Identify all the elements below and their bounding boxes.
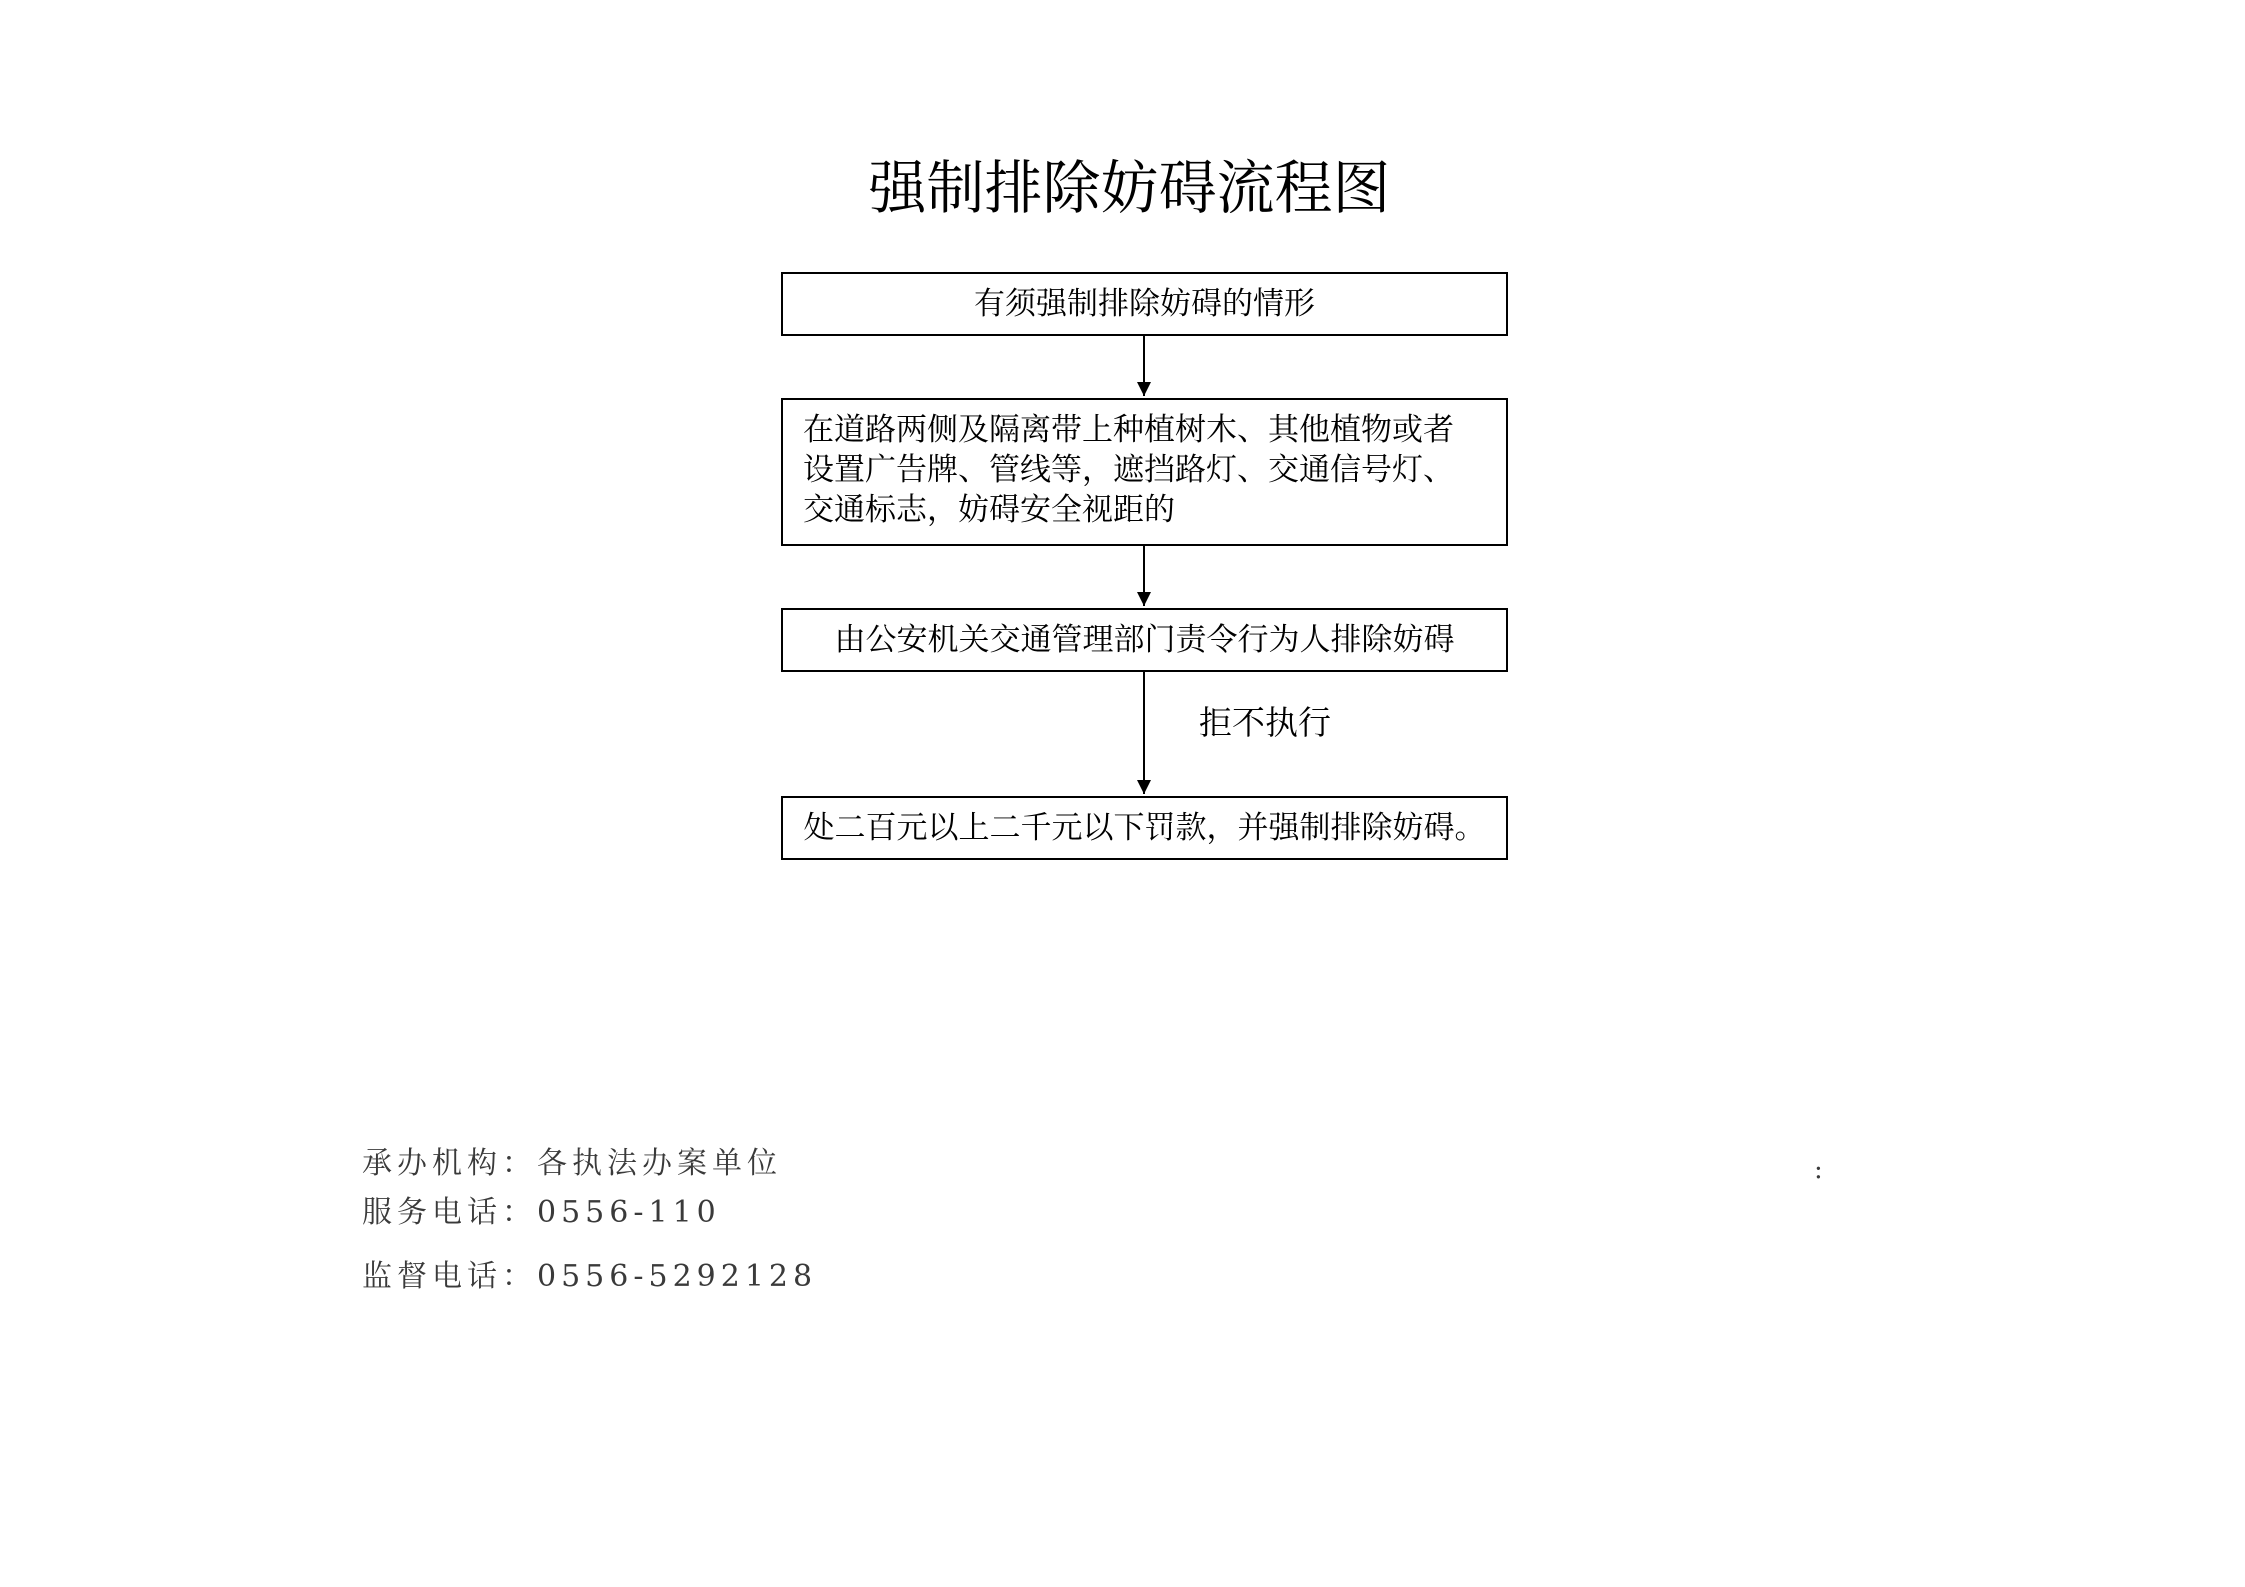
footer-service-phone-value: 0556-110 <box>537 1195 721 1230</box>
flow-step-2-line-3: 交通标志，妨碍安全视距的 <box>803 492 1175 528</box>
stray-colon-mark: : <box>1814 1155 1823 1185</box>
diagram-title: 强制排除妨碍流程图 <box>868 154 1391 222</box>
flow-step-2 <box>781 398 1508 546</box>
footer-handling-agency-value: 各执法办案单位 <box>537 1146 782 1181</box>
branch-label-refuse: 拒不执行 <box>1199 703 1331 742</box>
flow-step-4 <box>781 796 1508 860</box>
footer-supervision-phone <box>362 1251 817 1295</box>
footer-service-phone <box>362 1187 721 1231</box>
flow-step-3 <box>781 608 1508 672</box>
flow-step-3-text: 由公安机关交通管理部门责令行为人排除妨碍 <box>834 622 1455 658</box>
flow-step-1-text: 有须强制排除妨碍的情形 <box>974 286 1315 322</box>
footer-handling-agency-label: 承办机构： <box>362 1146 537 1181</box>
flow-step-1 <box>781 272 1508 336</box>
footer-supervision-phone-value: 0556-5292128 <box>537 1259 818 1294</box>
footer-supervision-phone-label: 监督电话： <box>362 1259 537 1294</box>
flow-step-2-line-2: 设置广告牌、管线等，遮挡路灯、交通信号灯、 <box>803 452 1454 488</box>
flow-step-2-line-1: 在道路两侧及隔离带上种植树木、其他植物或者 <box>803 412 1454 448</box>
flow-step-4-text: 处二百元以上二千元以下罚款，并强制排除妨碍。 <box>803 810 1486 846</box>
footer-handling-agency <box>362 1138 782 1182</box>
footer-service-phone-label: 服务电话： <box>362 1195 537 1230</box>
